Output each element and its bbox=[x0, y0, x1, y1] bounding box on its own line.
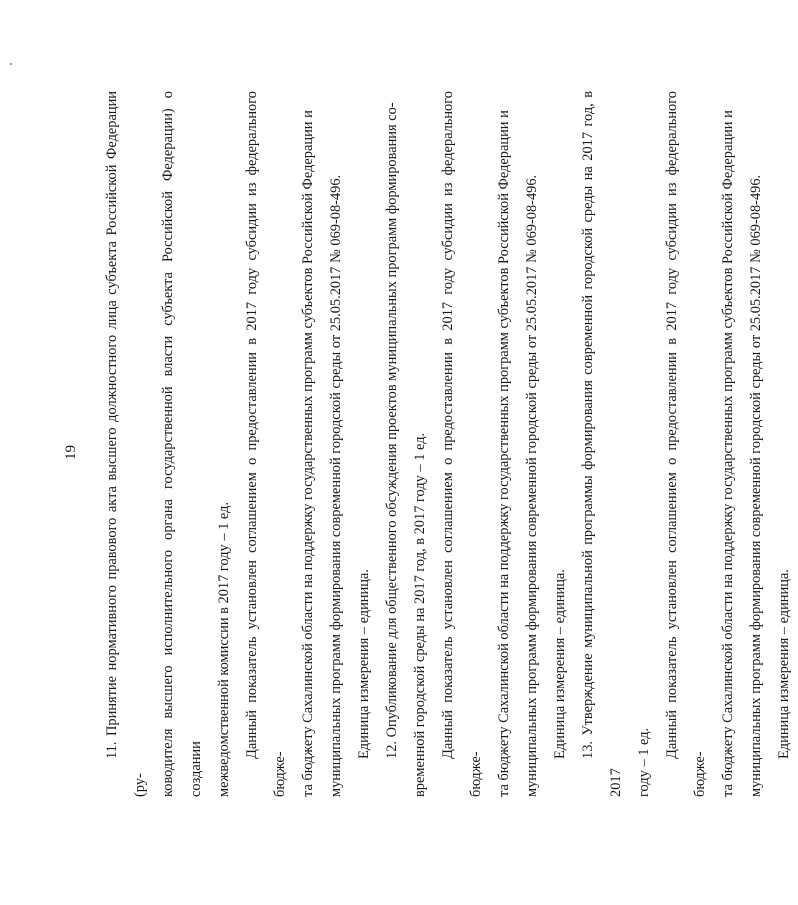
paragraph-unit-12: Единица измерения – единица. bbox=[552, 569, 568, 759]
paragraph-basis-12: Данный показатель установлен соглашением о предоставлении в 2017 году субсидии из федерального бюдже- та бюджету Сахалинской области на поддержку государственных программ субъектов Российской Федерации и муниципальных программ формирования современной городской среды от 25.05.2017 № 069-08-496. bbox=[440, 91, 540, 797]
document-body bbox=[98, 91, 798, 797]
paragraph-basis-13: Данный показатель установлен соглашением о предоставлении в 2017 году субсидии из федерального бюдже- та бюджету Сахалинской области на поддержку государственных программ субъектов Российской Федерации и муниципальных программ формирования современной городской среды от 25.05.2017 № 069-08-496. bbox=[664, 91, 764, 797]
paragraph-unit-13: Единица измерения – единица. bbox=[776, 569, 792, 759]
paragraph-unit-11: Единица измерения – единица. bbox=[356, 569, 372, 759]
paragraph-item-12: 12. Опубликование для общественного обсуждения проектов муниципальных программ формирования со- временной городской среды на 2017 год, в 2017 году – 1 ед. bbox=[384, 102, 428, 797]
paragraph-item-11: 11. Принятие нормативного правового акта высшего должностного лица субъекта Российской Федерации (ру- ководителя высшего исполнительного органа государственной власти субъекта Российской Федерации) о создании межведомственной комиссии в 2017 году – 1 ед. bbox=[104, 91, 232, 797]
page-number: 19 bbox=[63, 445, 79, 460]
paragraph-basis-11: Данный показатель установлен соглашением о предоставлении в 2017 году субсидии из федерального бюдже- та бюджету Сахалинской области на поддержку государственных программ субъектов Российской Федерации и муниципальных программ формирования современной городской среды от 25.05.2017 № 069-08-496. bbox=[244, 91, 344, 797]
scan-speck bbox=[10, 63, 12, 65]
paragraph-item-13: 13. Утверждение муниципальной программы формирования современной городской среды на 2017 год, в 2017 году – 1 ед. bbox=[580, 91, 652, 797]
